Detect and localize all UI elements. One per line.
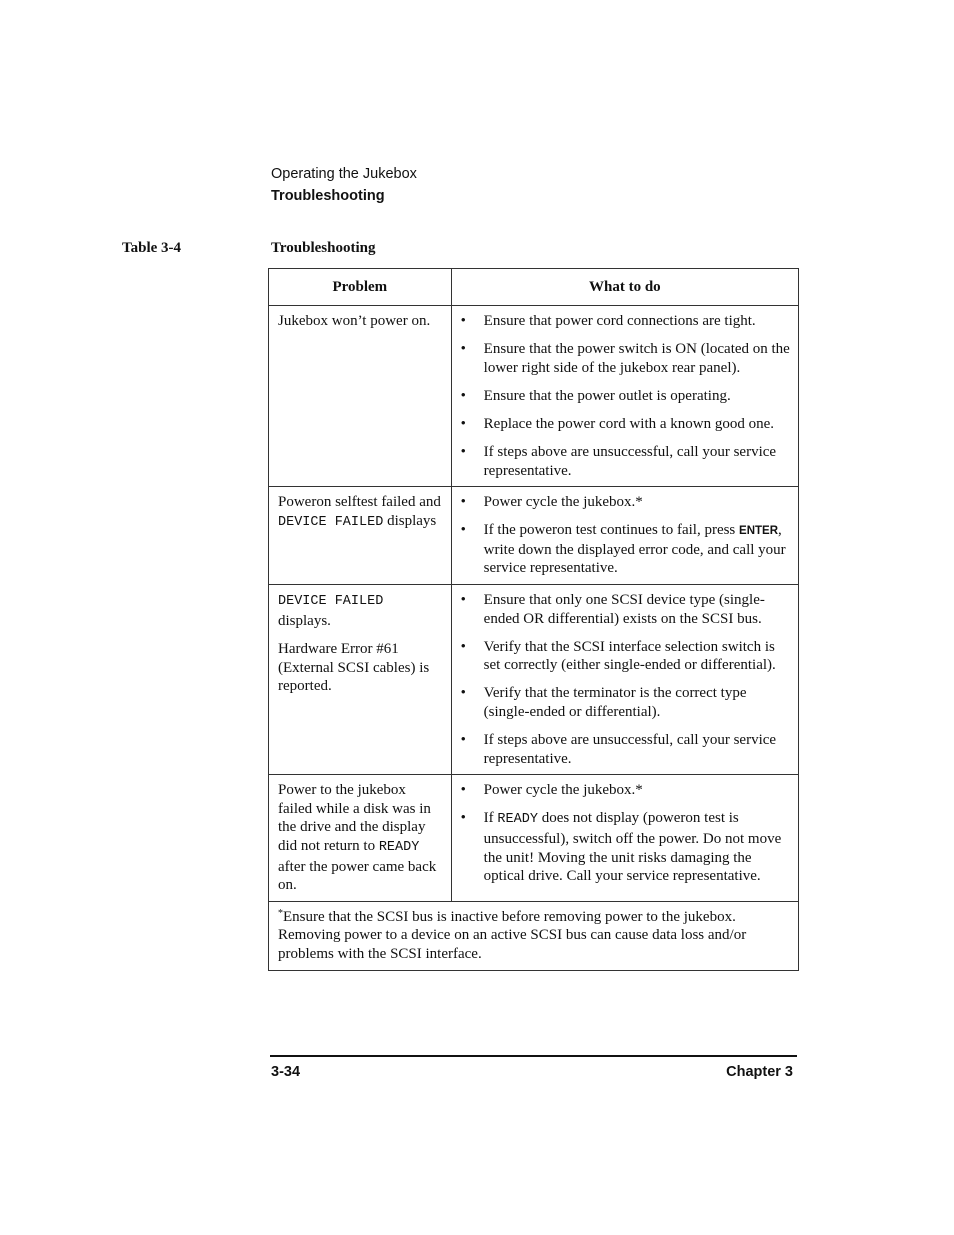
step-text: If steps above are unsuccessful, call your service representative. — [483, 732, 777, 767]
running-header-title: Troubleshooting — [271, 188, 385, 204]
bullet: • — [460, 443, 466, 460]
column-header-problem: Problem — [269, 269, 452, 306]
page-number: 3-34 — [271, 1064, 301, 1080]
list-item — [461, 312, 790, 331]
table-header-row — [269, 269, 799, 306]
step-text-b: , write down the displayed error code, and call your service representative. — [483, 522, 786, 577]
list-item — [461, 493, 790, 512]
bullet: • — [460, 522, 466, 539]
bullet: • — [460, 782, 466, 799]
list-item — [461, 638, 790, 675]
solution-cell — [451, 306, 798, 487]
list-item — [461, 340, 790, 377]
step-text: Power cycle the jukebox.* — [483, 782, 643, 799]
step-text: Verify that the SCSI interface selection switch is set correctly (either single-ended or differential). — [483, 638, 776, 674]
bullet: • — [460, 592, 466, 609]
list-item — [461, 809, 790, 885]
bullet: • — [460, 494, 466, 511]
list-item — [461, 387, 790, 406]
table-row — [269, 487, 799, 585]
problem-cell — [269, 306, 452, 487]
step-text: Ensure that only one SCSI device type (single-ended OR differential) exists on the SCSI bus. — [483, 592, 765, 627]
problem-cell — [269, 585, 452, 775]
table-row — [269, 775, 799, 902]
step-text: Power cycle the jukebox.* — [483, 494, 643, 511]
bullet: • — [460, 313, 466, 329]
step-list — [461, 312, 790, 480]
table-row — [269, 306, 799, 487]
footnote-row — [269, 901, 799, 970]
problem-text: Jukebox won’t power on. — [278, 313, 431, 329]
troubleshooting-table — [268, 268, 799, 971]
step-text: Replace the power cord with a known good one. — [483, 415, 775, 432]
problem-text-a: Poweron selftest failed and — [278, 494, 441, 511]
footnote-text: Ensure that the SCSI bus is inactive before removing power to the jukebox. Removing power to a device on an active SCSI bus can cause data loss and/or problems with the SCSI interface. — [278, 908, 747, 963]
footer-divider — [270, 1055, 797, 1057]
list-item — [461, 591, 790, 628]
table-label: Table 3-4 — [122, 240, 182, 256]
bullet: • — [460, 732, 466, 749]
list-item — [461, 521, 790, 578]
problem-text — [278, 591, 443, 630]
status-code: READY — [497, 812, 538, 828]
problem-text — [278, 781, 443, 895]
bullet: • — [460, 638, 466, 655]
list-item — [461, 415, 790, 434]
step-text: Ensure that the power outlet is operating. — [483, 387, 731, 404]
list-item — [461, 684, 790, 721]
problem-text-b: displays — [387, 512, 437, 529]
chapter-label: Chapter 3 — [726, 1064, 793, 1080]
bullet: • — [460, 341, 466, 358]
problem-text-b: Hardware Error #61 (External SCSI cables) is reported. — [278, 641, 430, 695]
solution-cell — [451, 585, 798, 775]
step-text: Ensure that the power switch is ON (located on the lower right side of the jukebox rear panel). — [483, 341, 790, 376]
step-text: Ensure that power cord connections are tight. — [483, 313, 756, 329]
status-code: DEVICE FAILED — [278, 514, 384, 530]
running-header-section: Operating the Jukebox — [271, 166, 417, 182]
problem-text-b: after the power came back on. — [278, 858, 437, 894]
bullet: • — [460, 387, 466, 404]
step-text: If steps above are unsuccessful, call your service representative. — [483, 443, 777, 479]
footnote-mark: * — [278, 907, 283, 919]
enter-key-label: ENTER — [739, 525, 779, 538]
status-code: READY — [378, 840, 420, 856]
status-code: DEVICE FAILED — [278, 594, 384, 610]
table-caption: Troubleshooting — [271, 240, 376, 256]
step-text-a: If the poweron test continues to fail, press — [483, 522, 736, 539]
problem-cell — [269, 775, 452, 902]
list-item — [461, 731, 790, 768]
problem-text-a: displays. — [278, 612, 331, 629]
bullet: • — [460, 415, 466, 432]
footnote-cell — [269, 901, 799, 970]
bullet: • — [460, 685, 466, 702]
solution-cell — [451, 775, 798, 902]
table-row — [269, 585, 799, 775]
solution-cell — [451, 487, 798, 585]
step-list — [461, 781, 790, 885]
list-item — [461, 443, 790, 480]
problem-text — [278, 493, 443, 532]
problem-cell — [269, 487, 452, 585]
step-text-a: If — [483, 810, 494, 827]
step-text-b: does not display (poweron test is unsuccessful), switch off the power. Do not move the unit! Moving the unit risks damaging the optical drive. Call your service representative. — [483, 810, 782, 885]
step-text: Verify that the terminator is the correct type (single-ended or differential). — [483, 685, 747, 720]
bullet: • — [460, 810, 466, 827]
list-item — [461, 781, 790, 800]
step-list — [461, 493, 790, 578]
problem-text-a: Power to the jukebox failed while a disk was in the drive and the display did not return to — [278, 782, 431, 855]
step-list — [461, 591, 790, 768]
column-header-what-to-do: What to do — [451, 269, 798, 306]
